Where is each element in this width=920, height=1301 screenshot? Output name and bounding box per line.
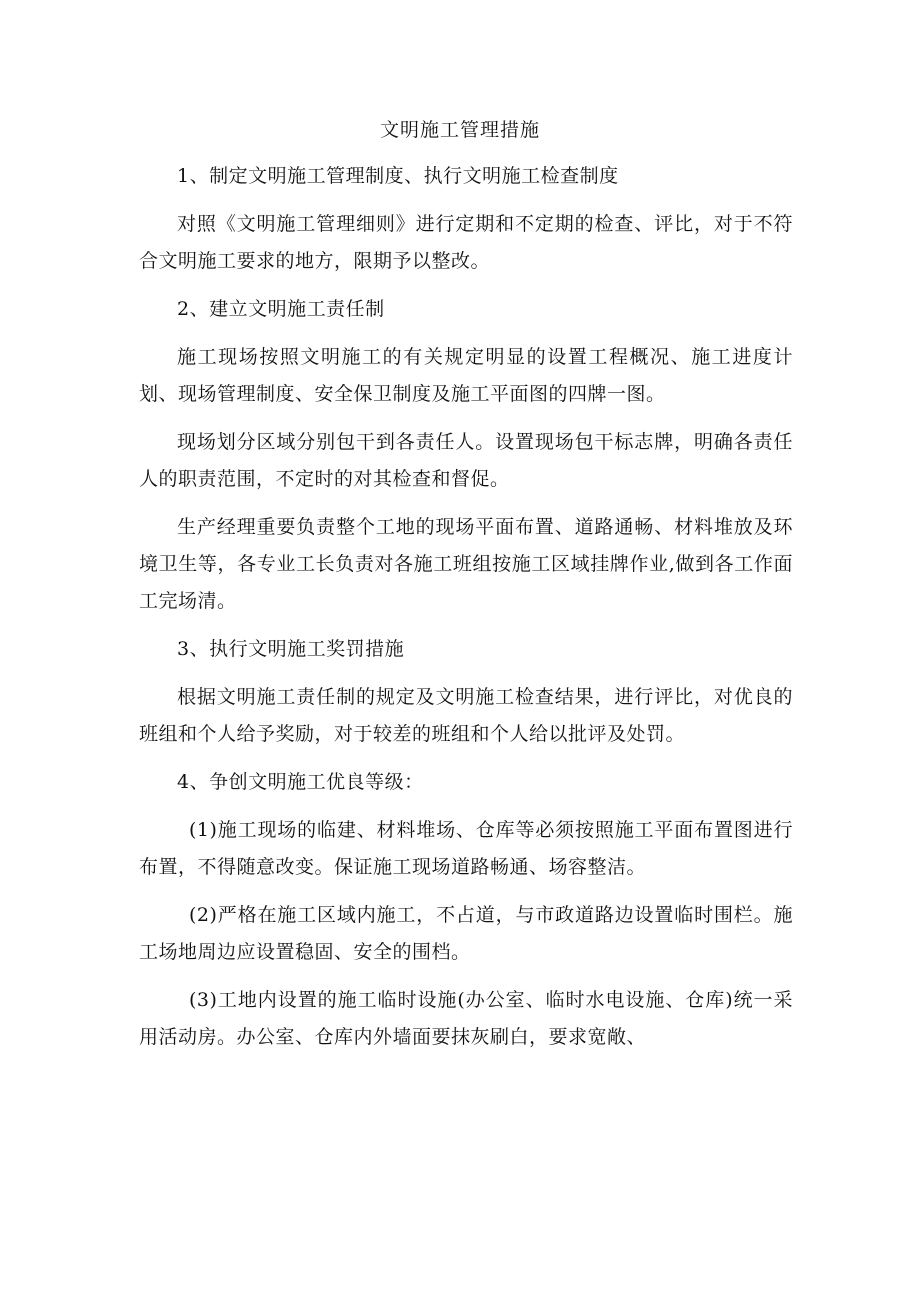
paragraph: 施工现场按照文明施工的有关规定明显的设置工程概况、施工进度计划、现场管理制度、安全保卫制度及施工平面图的四牌一图。: [139, 346, 793, 405]
section-heading-3: 3、执行文明施工奖罚措施: [177, 638, 405, 660]
paragraph: 对照《文明施工管理细则》进行定期和不定期的检查、评比，对于不符合文明施工要求的地方，限期予以整改。: [139, 213, 793, 272]
section-heading-4: 4、争创文明施工优良等级：: [177, 771, 424, 793]
document-title: 文明施工管理措施: [379, 119, 540, 141]
paragraph: 现场划分区域分别包干到各责任人。设置现场包干标志牌，明确各责任人的职责范围，不定时的对其检查和督促。: [139, 431, 793, 490]
paragraph: 根据文明施工责任制的规定及文明施工检查结果，进行评比，对优良的班组和个人给予奖励，对于较差的班组和个人给以批评及处罚。: [139, 686, 793, 745]
list-item: (1)施工现场的临建、材料堆场、仓库等必须按照施工平面布置图进行布置，不得随意改变。保证施工现场道路畅通、场容整洁。: [139, 819, 793, 878]
document-body: [139, 158, 793, 1067]
paragraph: 生产经理重要负责整个工地的现场平面布置、道路通畅、材料堆放及环境卫生等，各专业工长负责对各施工班组按施工区域挂牌作业,做到各工作面工完场清。: [139, 516, 793, 612]
list-item: (3)工地内设置的施工临时设施(办公室、临时水电设施、仓库)统一采用活动房。办公室、仓库内外墙面要抹灰刷白，要求宽敞、: [139, 989, 793, 1048]
list-item: (2)严格在施工区域内施工，不占道，与市政道路边设置临时围栏。施工场地周边应设置稳固、安全的围档。: [139, 904, 793, 963]
section-heading-1: 1、制定文明施工管理制度、执行文明施工检查制度: [177, 165, 619, 187]
section-heading-2: 2、建立文明施工责任制: [177, 298, 385, 320]
